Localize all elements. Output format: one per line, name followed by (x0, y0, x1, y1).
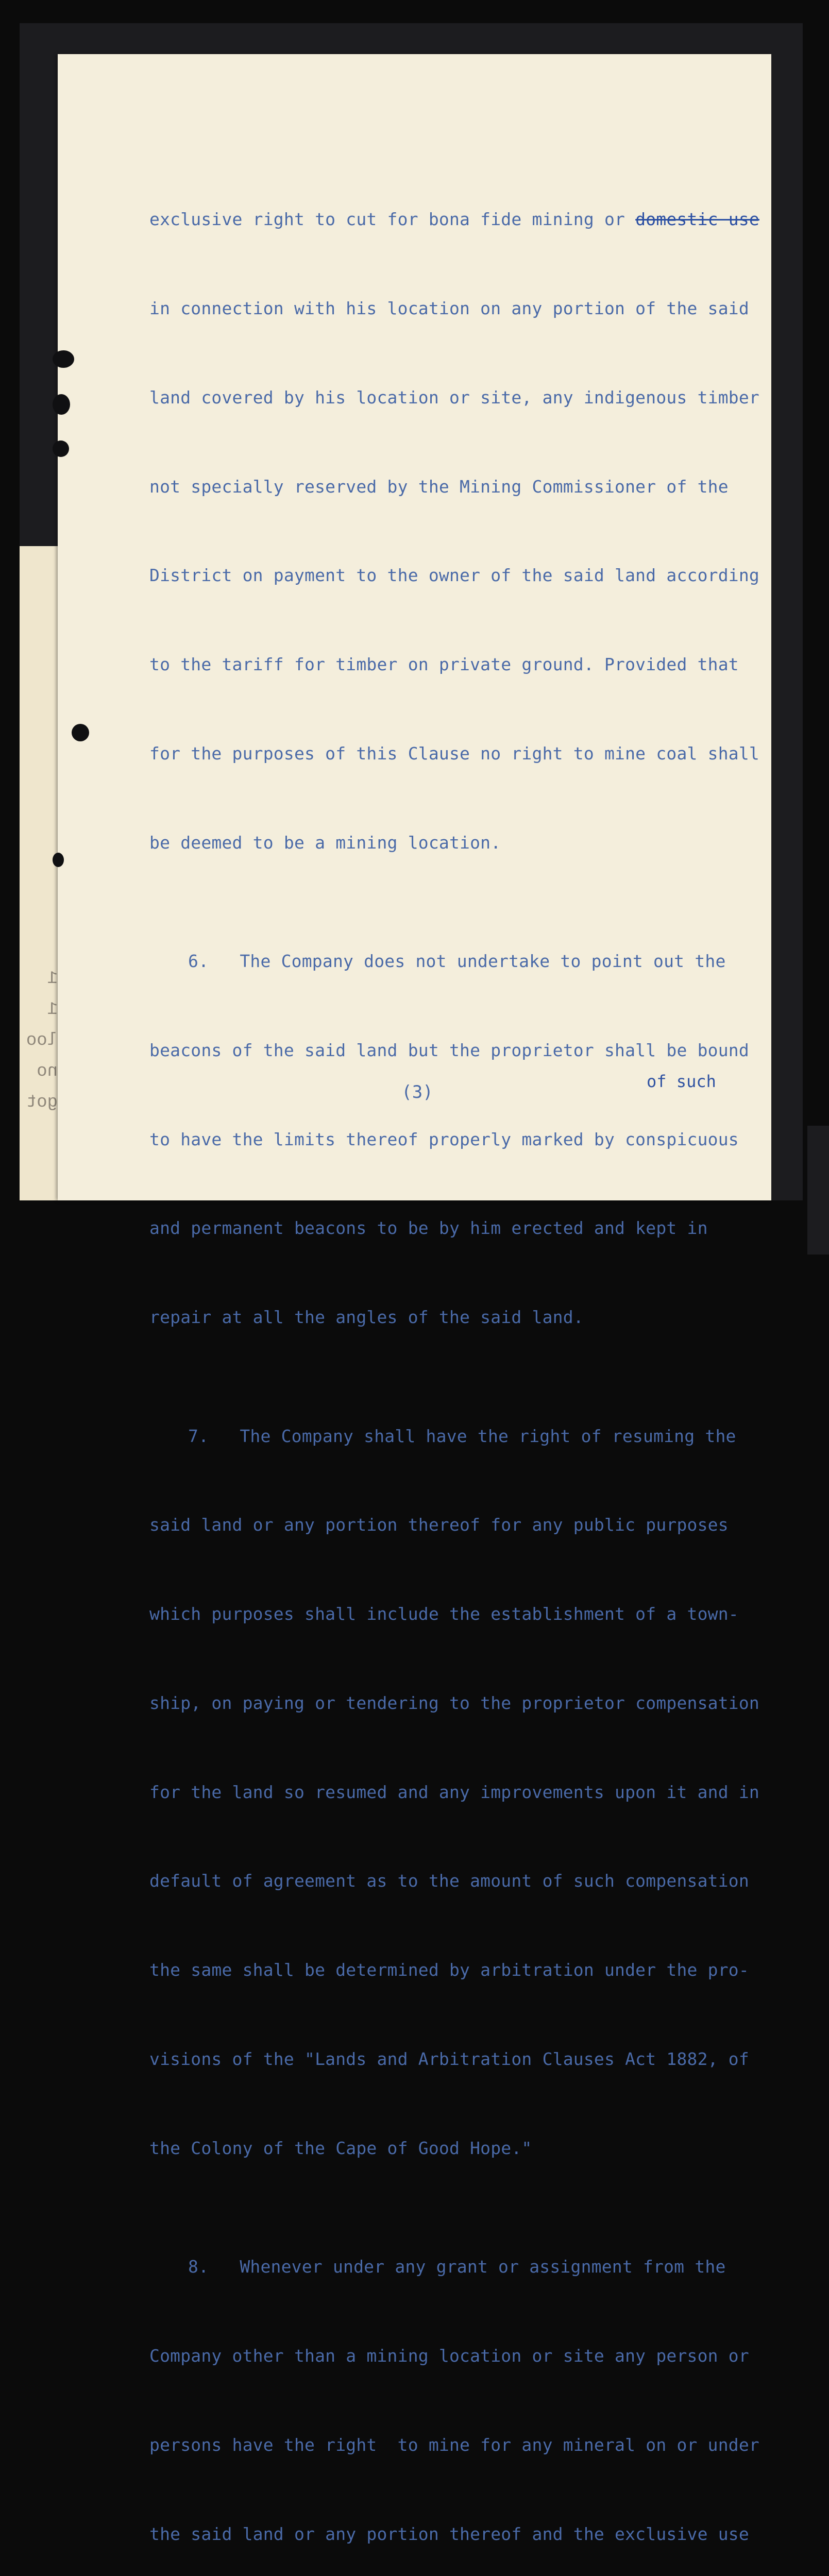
torn-edge-notch (53, 440, 69, 457)
punch-hole-edge (53, 394, 70, 415)
page-number: (3) (401, 1082, 433, 1103)
text-line-8: be deemed to be a mining location. (149, 832, 501, 853)
text-line-1: exclusive right to cut for bona fide mining or domestic use (149, 209, 759, 230)
clause-7-line-8: visions of the "Lands and Arbitration Clauses Act 1882, of (149, 2049, 749, 2069)
text-line-6: to the tariff for timber on private ground. Provided that (149, 654, 739, 675)
clause-7-line-7: the same shall be determined by arbitration under the pro- (149, 1960, 749, 1980)
text-line-7: for the purposes of this Clause no right to mine coal shall (149, 743, 759, 764)
struck-handwritten-phrase: domestic use (635, 209, 759, 230)
clause-7-line-4: ship, on paying or tendering to the proprietor compensation (149, 1692, 759, 1713)
text-line-4: not specially reserved by the Mining Commissioner of the (149, 476, 729, 497)
typed-text-block (149, 145, 759, 2576)
text-line-3: land covered by his location or site, any indigenous timber (149, 387, 759, 408)
catchword: of such (647, 1072, 716, 1091)
clause-6-line-1: 6. The Company does not undertake to point out the (188, 951, 726, 972)
clause-7-line-1: 7. The Company shall have the right of resuming the (188, 1426, 736, 1446)
clause-7-line-3: which purposes shall include the establishment of a town- (149, 1604, 739, 1624)
clause-8-line-2: Company other than a mining location or site any person or (149, 2345, 749, 2366)
clause-8-line-4: the said land or any portion thereof and the exclusive use (149, 2523, 749, 2544)
punch-hole-lower (72, 724, 89, 741)
punch-hole-top (53, 350, 74, 368)
underlying-sheet-edge-text: 1 1 loo no got (26, 969, 58, 1112)
clause-6-line-3: to have the limits thereof properly marked by conspicuous (149, 1129, 739, 1149)
edge-notch-lower (53, 853, 64, 867)
clause-6-line-4: and permanent beacons to be by him erected and kept in (149, 1218, 708, 1239)
clause-7-line-5: for the land so resumed and any improvements upon it and in (149, 1782, 759, 1802)
clause-7-line-6: default of agreement as to the amount of such compensation (149, 1871, 749, 1891)
clause-8-line-1: 8. Whenever under any grant or assignment from the (188, 2257, 726, 2277)
clause-8-line-3: persons have the right to mine for any mineral on or under (149, 2434, 759, 2455)
clause-7-line-2: said land or any portion thereof for any public purposes (149, 1515, 729, 1535)
torn-corner (807, 1126, 829, 1255)
clause-7-line-9: the Colony of the Cape of Good Hope." (149, 2138, 532, 2158)
clause-6-line-5: repair at all the angles of the said land. (149, 1307, 584, 1328)
text-line-5: District on payment to the owner of the said land according (149, 565, 759, 586)
clause-6-line-2: beacons of the said land but the proprietor shall be bound (149, 1040, 749, 1060)
text-line-2: in connection with his location on any portion of the said (149, 298, 749, 318)
